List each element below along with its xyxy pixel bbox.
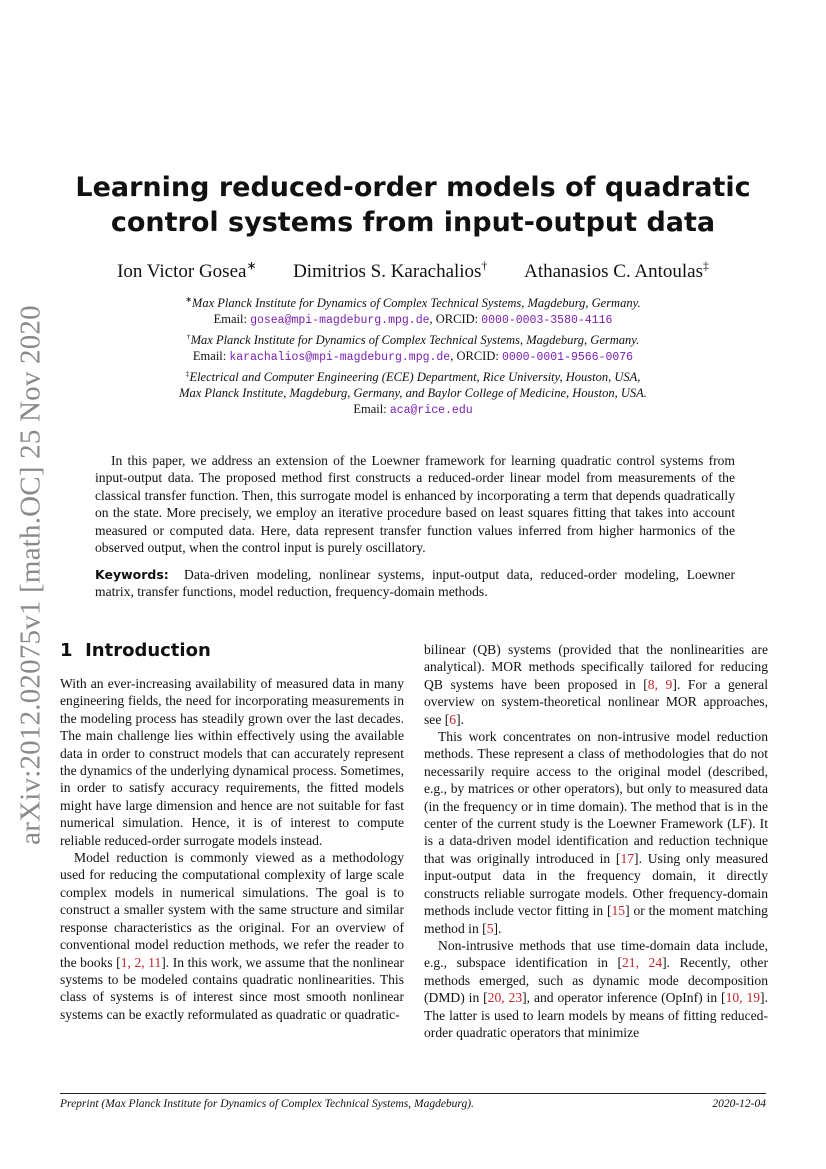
orcid-link[interactable]: 0000-0001-9566-0076 <box>501 351 634 365</box>
affiliation-1-contact: Email: gosea@mpi-magdeburg.mpg.de, ORCID: 0000-0003-3580-4116 <box>213 312 613 328</box>
orcid-link[interactable]: 0000-0003-3580-4116 <box>481 314 613 328</box>
paragraph: bilinear (QB) systems (provided that the nonlinearities are analytical). MOR methods specifically tailored for reducing QB systems have been proposed in [8, 9]. For a general overview on system-theoretical nonlinear MOR approaches, see [6]. <box>424 642 768 727</box>
citation-link[interactable]: 15 <box>611 903 626 919</box>
arxiv-id: arXiv:2012.02075v1 [math.OC] 25 Nov 2020 <box>14 305 47 845</box>
citation-link[interactable]: 6 <box>449 711 457 727</box>
footer-preprint-note: Preprint (Max Planck Institute for Dynamics of Complex Technical Systems, Magdeburg). <box>60 1098 474 1110</box>
paper-title: Learning reduced-order models of quadratic control systems from input-output data <box>75 172 751 238</box>
keywords <box>95 566 735 601</box>
author: Athanasios C. Antoulas‡ <box>524 260 709 283</box>
paragraph: With an ever-increasing availability of measured data in many engineering fields, the need for incorporating measurements in the modeling process has steadily grown over the last decades. The main challenge lies within effectively using the available data in order to construct models that can accurately represent the dynamics of the underlying dynamical process. Sometimes, in order to satisfy accuracy requirements, the fitted models might have large dimension and hence are not suitable for fast numerical simulation. Hence, it is of interest to compute reliable reduced-order surrogate models instead. <box>60 676 404 848</box>
paragraph: Model reduction is commonly viewed as a methodology used for reducing the computational complexity of large scale complex models in numerical simulations. The goal is to construct a smaller system with the same structure and similar response characteristics as the original. For an overview of conventional model reduction methods, we refer the reader to the books [1, 2, 11]. In this work, we assume that the nonlinear systems to be modeled contains quadratic nonlinearities. This class of systems is of interest since most smooth nonlinear systems can be exactly reformulated as quadratic or quadratic- <box>60 850 404 1022</box>
citation-link[interactable]: 20, 23 <box>487 990 523 1006</box>
section-heading: 1 Introduction <box>60 640 211 661</box>
keywords-text: Data-driven modeling, nonlinear systems, input-output data, reduced-order modeling, Loewner matrix, transfer functions, model reduction, frequency-domain methods. <box>95 567 735 600</box>
affiliation-3-contact: Email: aca@rice.edu <box>353 402 473 418</box>
citation-link[interactable]: 5 <box>486 920 494 936</box>
abstract: In this paper, we address an extension of the Loewner framework for learning quadratic control systems from input-output data. The proposed method first constructs a reduced-order linear model from measurements of the classical transfer function. Then, this surrogate model is enhanced by incorporating a term that depends quadratically on the state. More precisely, we employ an iterative procedure based on least squares fitting that takes into account measured or computed data. Here, data represent transfer function values inferred from higher harmonics of the observed output, when the control input is purely oscillatory. <box>95 453 735 556</box>
footer-divider <box>60 1093 766 1094</box>
citation-link[interactable]: 8, 9 <box>647 676 673 692</box>
footer-date: 2020-12-04 <box>712 1098 766 1110</box>
citation-link[interactable]: 17 <box>620 850 635 866</box>
author-list <box>60 259 766 283</box>
arxiv-sidebar-stamp <box>8 305 54 845</box>
left-column <box>60 675 404 1023</box>
affiliation-2: †Max Planck Institute for Dynamics of Complex Technical Systems, Magdeburg, Germany. <box>186 332 640 348</box>
affiliation-1: ∗Max Planck Institute for Dynamics of Complex Technical Systems, Magdeburg, Germany. <box>185 295 641 311</box>
email-link[interactable]: aca@rice.edu <box>389 404 473 418</box>
affiliation-3: ‡Electrical and Computer Engineering (ECE) Department, Rice University, Houston, USA, <box>185 369 641 385</box>
citation-link[interactable]: 1, 2, 11 <box>120 954 162 970</box>
affiliation-3-line2: Max Planck Institute, Magdeburg, Germany, and Baylor College of Medicine, Houston, USA. <box>179 386 647 401</box>
citation-link[interactable]: 10, 19 <box>725 990 761 1006</box>
citation-link[interactable]: 21, 24 <box>621 955 663 971</box>
author: Dimitrios S. Karachalios† <box>293 260 488 283</box>
affiliation-2-contact: Email: karachalios@mpi-magdeburg.mpg.de, ORCID: 0000-0001-9566-0076 <box>192 349 634 365</box>
paragraph: This work concentrates on non-intrusive model reduction methods. These represent a class of methodologies that do not necessarily require access to the original model (described, e.g., by matrices or other operators), but only to measured data (in the frequency or in time domain). The method that is in the center of the current study is the Loewner Framework (LF). It is a data-driven model identification and reduction technique that was originally introduced in [17]. Using only measured input-output data in the frequency domain, it directly constructs reliable surrogate models. Other frequency-domain methods include vector fitting in [15] or the moment matching method in [5]. <box>424 729 768 936</box>
affiliations <box>60 292 766 419</box>
email-link[interactable]: gosea@mpi-magdeburg.mpg.de <box>250 314 430 328</box>
right-column <box>424 641 768 1041</box>
keywords-label: Keywords: <box>95 567 169 582</box>
author: Ion Victor Gosea∗ <box>117 260 257 283</box>
email-link[interactable]: karachalios@mpi-magdeburg.mpg.de <box>229 351 451 365</box>
paragraph: Non-intrusive methods that use time-domain data include, e.g., subspace identification in [21, 24]. Recently, other methods emerged, such as dynamic mode decomposition (DMD) in [20, 23], and operator inference (OpInf) in [10, 19]. The latter is used to learn models by means of fitting reduced-order quadratic operators that minimize <box>424 937 768 1040</box>
